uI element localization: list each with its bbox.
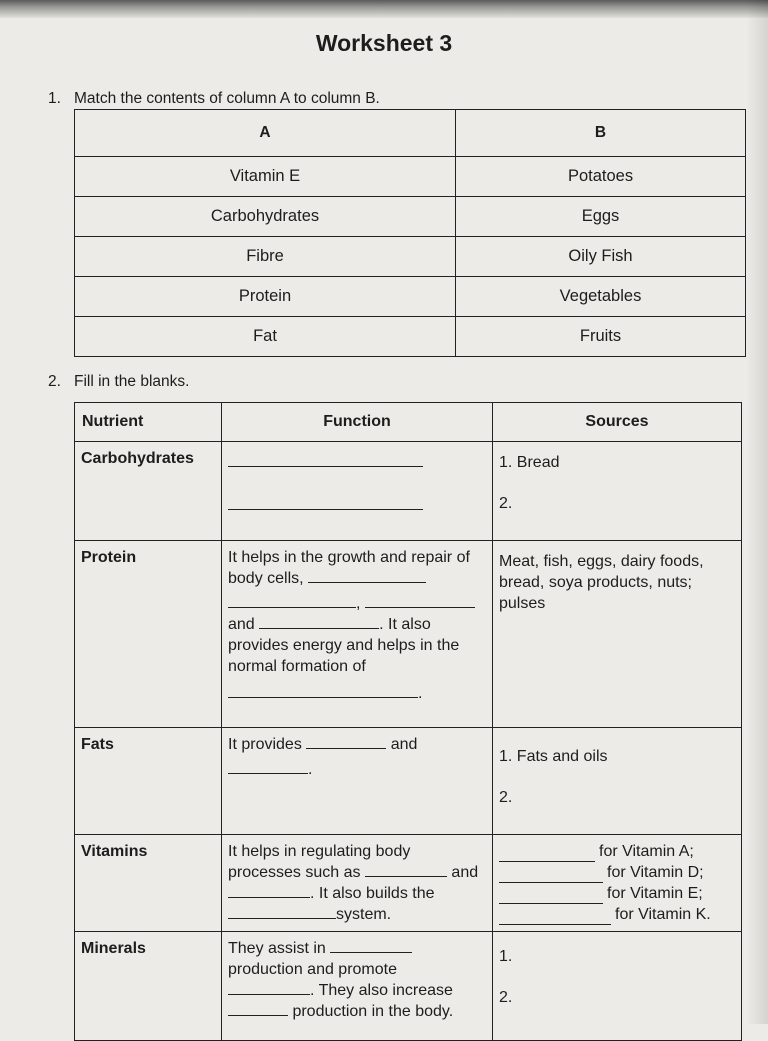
function-text: and (228, 616, 255, 633)
function-cell (222, 728, 493, 835)
function-text: . It also provides energy and helps in the normal formation of (228, 616, 460, 675)
fill-blank[interactable] (499, 847, 595, 862)
function-text: and (451, 864, 479, 881)
function-text: production and promote (228, 961, 397, 978)
table-row (75, 237, 746, 277)
sources-cell (493, 835, 742, 932)
fill-blank[interactable] (228, 1001, 288, 1016)
function-cell: It helps in the growth and repair of body cells, , and . It also provides energy and helps in the normal formation of . (222, 541, 493, 728)
source-item: 1. Bread (499, 454, 560, 471)
column-a-cell: Fat (75, 317, 456, 357)
fill-blank[interactable] (228, 883, 310, 898)
sources-header: Sources (493, 403, 742, 442)
source-item: 1. (499, 948, 513, 965)
vitamin-source-line (499, 862, 735, 883)
fill-blank[interactable] (259, 614, 379, 629)
sources-cell (493, 442, 742, 541)
source-item: 1. Fats and oils (499, 748, 608, 765)
table-row (75, 317, 746, 357)
vitamin-source-line (499, 904, 735, 925)
function-header: Function (222, 403, 493, 442)
table-row-protein (75, 541, 742, 728)
fill-blank[interactable] (228, 593, 356, 608)
nutrient-header: Nutrient (75, 403, 222, 442)
function-text: It helps in the growth and repair of body cells, (228, 549, 470, 587)
question-2-number: 2. (48, 373, 61, 390)
source-item: 2. (499, 495, 513, 512)
question-1-number: 1. (48, 90, 61, 107)
function-text: It provides (228, 736, 302, 753)
function-text: production in the body. (292, 1003, 454, 1020)
column-a-header: A (75, 110, 456, 157)
nutrient-name: Minerals (75, 932, 222, 1041)
question-1 (48, 90, 380, 108)
function-text: . It also builds the (310, 885, 435, 902)
column-b-cell: Potatoes (456, 157, 746, 197)
worksheet-title: Worksheet 3 (315, 30, 453, 56)
question-2-text: Fill in the blanks. (74, 373, 190, 390)
table-row (75, 197, 746, 237)
fill-blank[interactable] (228, 759, 308, 774)
vitamin-source-text: for Vitamin D; (607, 864, 704, 881)
match-header-row (75, 110, 746, 157)
function-text: . (308, 761, 313, 778)
fill-blank[interactable] (365, 593, 475, 608)
fill-blank[interactable] (330, 938, 412, 953)
column-a-cell: Fibre (75, 237, 456, 277)
fill-blank[interactable] (228, 683, 418, 698)
sources-cell (493, 932, 742, 1041)
column-b-cell: Fruits (456, 317, 746, 357)
function-text: . They also increase (310, 982, 453, 999)
function-text: They assist in (228, 940, 326, 957)
column-b-cell: Vegetables (456, 277, 746, 317)
vitamin-source-line (499, 841, 735, 862)
nutrient-name: Vitamins (75, 835, 222, 932)
fill-blank[interactable] (365, 862, 447, 877)
vitamin-source-text: for Vitamin K. (615, 906, 711, 923)
fill-blank[interactable] (228, 980, 310, 995)
column-b-cell: Eggs (456, 197, 746, 237)
source-item: 2. (499, 989, 513, 1006)
sources-cell (493, 728, 742, 835)
fill-blank[interactable] (228, 452, 423, 467)
page-top-edge (0, 0, 768, 18)
fill-blank[interactable] (499, 889, 603, 904)
vitamin-source-text: for Vitamin E; (607, 885, 703, 902)
function-text: and (390, 736, 418, 753)
table-row (75, 157, 746, 197)
fill-blank[interactable] (228, 495, 423, 510)
vitamin-source-text: for Vitamin A; (599, 843, 694, 860)
fill-blank[interactable] (306, 734, 386, 749)
sources-cell (493, 541, 742, 728)
nutrient-name: Fats (75, 728, 222, 835)
nutrient-header-row (75, 403, 742, 442)
fill-blank[interactable] (499, 868, 603, 883)
fill-blank[interactable] (228, 904, 336, 919)
table-row-minerals (75, 932, 742, 1041)
fill-blank[interactable] (308, 568, 426, 583)
vitamin-source-line (499, 883, 735, 904)
function-cell (222, 932, 493, 1041)
function-cell (222, 442, 493, 541)
question-2 (48, 373, 189, 391)
table-row-fats (75, 728, 742, 835)
table-row (75, 277, 746, 317)
page-shadow (746, 0, 768, 1024)
nutrient-table (74, 402, 742, 1041)
function-text: system. (336, 906, 392, 923)
column-a-cell: Carbohydrates (75, 197, 456, 237)
column-a-cell: Vitamin E (75, 157, 456, 197)
table-row-vitamins (75, 835, 742, 932)
column-b-cell: Oily Fish (456, 237, 746, 277)
nutrient-name: Carbohydrates (75, 442, 222, 541)
source-item: 2. (499, 789, 513, 806)
match-table (74, 109, 746, 357)
function-text: It helps in regulating body processes such as (228, 843, 411, 881)
column-a-cell: Protein (75, 277, 456, 317)
question-1-text: Match the contents of column A to column B. (74, 90, 380, 107)
sources-text: Meat, fish, eggs, dairy foods, bread, soya products, nuts; pulses (499, 553, 704, 612)
column-b-header: B (456, 110, 746, 157)
function-text: . (418, 685, 423, 702)
fill-blank[interactable] (499, 910, 611, 925)
function-cell (222, 835, 493, 932)
table-row-carbohydrates (75, 442, 742, 541)
nutrient-name: Protein (75, 541, 222, 728)
